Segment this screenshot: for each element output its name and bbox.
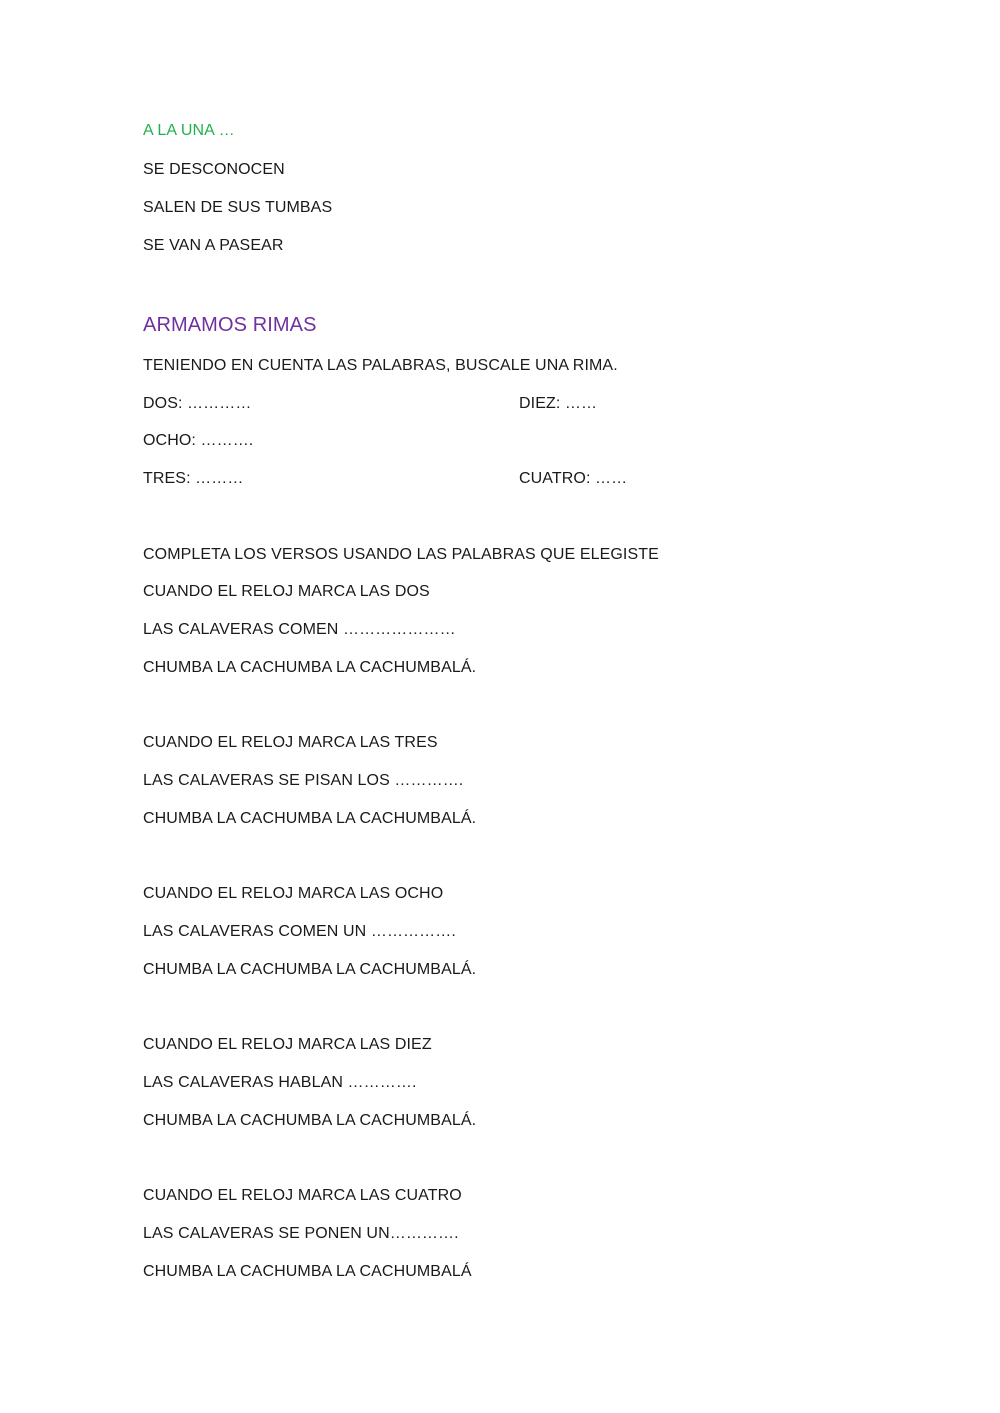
stanza-5-line-2: LAS CALAVERAS SE PONEN UN…………. (143, 1225, 459, 1242)
rhyme-cuatro: CUATRO: …… (519, 470, 628, 487)
stanza-3-line-2: LAS CALAVERAS COMEN UN ……………. (143, 923, 456, 940)
stanza-2-line-3: CHUMBA LA CACHUMBA LA CACHUMBALÁ. (143, 810, 477, 827)
intro-line-1: SE DESCONOCEN (143, 161, 285, 178)
stanza-5-line-1: CUANDO EL RELOJ MARCA LAS CUATRO (143, 1187, 462, 1204)
stanza-4-line-1: CUANDO EL RELOJ MARCA LAS DIEZ (143, 1036, 432, 1053)
stanza-5-line-3: CHUMBA LA CACHUMBA LA CACHUMBALÁ (143, 1263, 472, 1280)
stanza-1-line-1: CUANDO EL RELOJ MARCA LAS DOS (143, 583, 430, 600)
stanza-2-line-1: CUANDO EL RELOJ MARCA LAS TRES (143, 734, 438, 751)
stanza-4-line-3: CHUMBA LA CACHUMBA LA CACHUMBALÁ. (143, 1112, 477, 1129)
verses-instruction: COMPLETA LOS VERSOS USANDO LAS PALABRAS QUE ELEGISTE (143, 546, 659, 563)
intro-line-2: SALEN DE SUS TUMBAS (143, 199, 333, 216)
rhymes-instruction: TENIENDO EN CUENTA LAS PALABRAS, BUSCALE UNA RIMA. (143, 357, 618, 374)
stanza-3-line-3: CHUMBA LA CACHUMBA LA CACHUMBALÁ. (143, 961, 477, 978)
stanza-4-line-2: LAS CALAVERAS HABLAN …………. (143, 1074, 417, 1091)
intro-title: A LA UNA … (143, 122, 235, 139)
rhyme-tres: TRES: ……… (143, 470, 244, 487)
rhyme-dos: DOS: ………… (143, 395, 252, 412)
intro-line-3: SE VAN A PASEAR (143, 237, 284, 254)
rhyme-ocho: OCHO: ………. (143, 432, 254, 449)
rhyme-diez: DIEZ: …… (519, 395, 598, 412)
stanza-1-line-2: LAS CALAVERAS COMEN ………………… (143, 621, 456, 638)
rhymes-heading: ARMAMOS RIMAS (143, 314, 317, 336)
stanza-3-line-1: CUANDO EL RELOJ MARCA LAS OCHO (143, 885, 444, 902)
stanza-2-line-2: LAS CALAVERAS SE PISAN LOS …………. (143, 772, 464, 789)
stanza-1-line-3: CHUMBA LA CACHUMBA LA CACHUMBALÁ. (143, 659, 477, 676)
